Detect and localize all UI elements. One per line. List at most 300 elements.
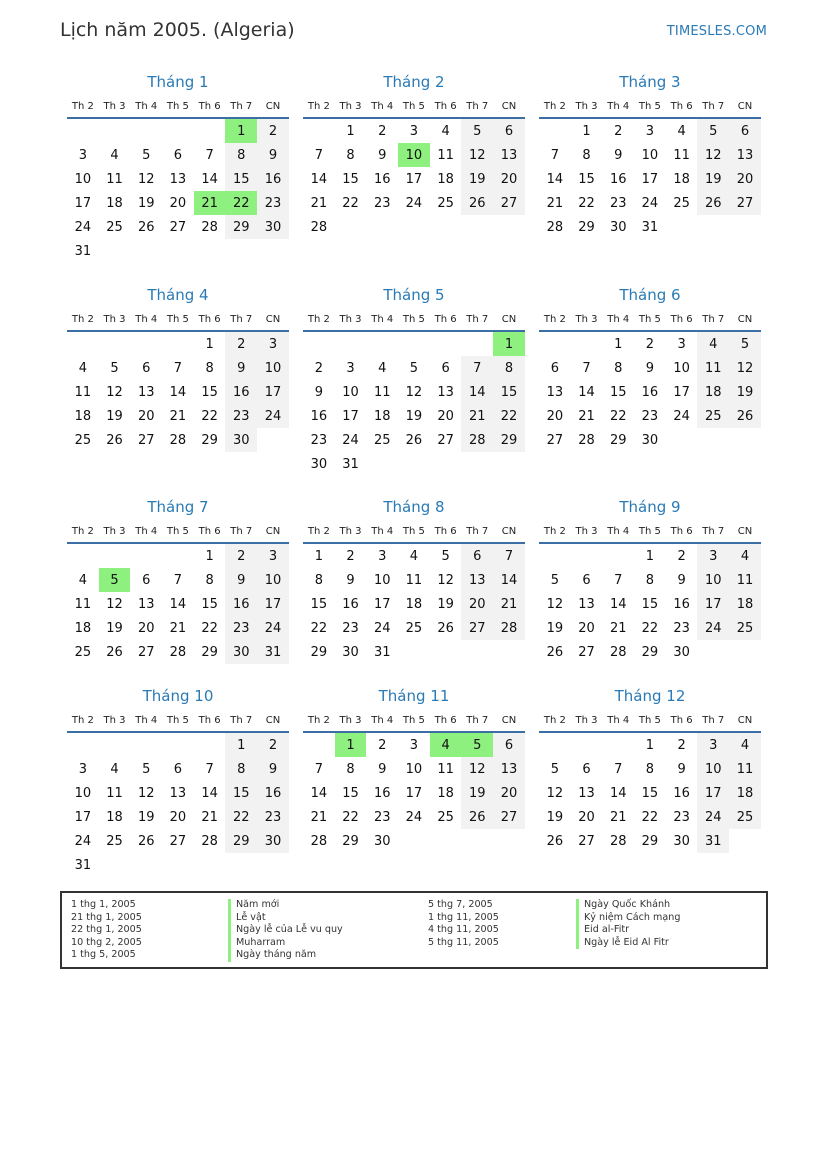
- day-cell: 5: [729, 332, 761, 356]
- empty-cell: [335, 332, 367, 356]
- day-cell: 8: [645, 761, 655, 777]
- day-cell: 27: [169, 219, 187, 235]
- weekday-label: Th 7: [702, 525, 725, 537]
- day-cell: 3: [697, 544, 729, 568]
- day-cell: 18: [437, 171, 454, 187]
- weekday-label: Th 5: [402, 525, 425, 537]
- weekday-label: Th 6: [434, 714, 457, 726]
- day-cell: 2: [225, 332, 257, 356]
- day-cell: 4: [697, 332, 729, 356]
- day-grid: [303, 119, 525, 239]
- day-cell: 14: [169, 596, 187, 612]
- day-cell: 9: [645, 360, 655, 376]
- day-cell: 13: [461, 568, 493, 592]
- day-cell: 1: [346, 123, 355, 139]
- day-cell: 16: [310, 408, 328, 424]
- weekday-label: Th 5: [402, 714, 425, 726]
- day-cell: 29: [310, 644, 328, 660]
- day-cell: 23: [257, 191, 289, 215]
- day-cell: 18: [106, 809, 123, 825]
- day-cell: 30: [641, 432, 659, 448]
- empty-cell: [162, 544, 194, 568]
- day-cell: 8: [346, 147, 355, 163]
- day-cell: 7: [614, 572, 623, 588]
- day-cell: 17: [697, 592, 729, 616]
- weekday-label: Th 3: [575, 714, 598, 726]
- day-cell: 21: [609, 809, 627, 825]
- day-cell: 11: [673, 147, 690, 163]
- day-cell: 29: [225, 829, 257, 853]
- month-block: [303, 496, 525, 664]
- day-cell: 23: [342, 620, 359, 636]
- day-cell: 30: [225, 428, 257, 452]
- weekday-label: Th 2: [543, 714, 566, 726]
- day-cell: 17: [342, 408, 359, 424]
- day-cell: 17: [405, 785, 423, 801]
- weekday-label: Th 5: [638, 714, 661, 726]
- day-cell: 14: [609, 785, 627, 801]
- day-cell: 16: [673, 785, 690, 801]
- day-cell: 18: [437, 785, 454, 801]
- day-cell: 8: [582, 147, 591, 163]
- day-cell: 7: [314, 761, 323, 777]
- day-cell: 26: [106, 432, 123, 448]
- weekday-label: Th 7: [466, 100, 489, 112]
- month-name: Tháng 2: [383, 73, 445, 91]
- day-cell: 24: [74, 833, 92, 849]
- weekday-label: Th 6: [198, 100, 221, 112]
- day-cell: 11: [405, 572, 423, 588]
- month-name: Tháng 6: [619, 286, 681, 304]
- weekday-label: CN: [265, 714, 281, 726]
- day-cell: 5: [550, 761, 559, 777]
- legend-date: 21 thg 1, 2005: [71, 911, 142, 923]
- empty-cell: [539, 733, 571, 757]
- holiday-day-cell: 4: [430, 733, 462, 757]
- month-block: [539, 284, 761, 452]
- weekday-label: CN: [737, 313, 753, 325]
- weekday-label: Th 7: [230, 100, 253, 112]
- holiday-day-cell: 1: [225, 119, 257, 143]
- day-cell: 2: [346, 548, 355, 564]
- legend-holiday-name: Ngày lễ Eid Al Fitr: [576, 937, 680, 950]
- day-cell: 9: [225, 356, 257, 380]
- empty-cell: [67, 544, 99, 568]
- day-cell: 28: [609, 833, 627, 849]
- day-cell: 29: [342, 833, 359, 849]
- day-cell: 3: [378, 548, 387, 564]
- day-cell: 12: [697, 143, 729, 167]
- day-cell: 15: [609, 384, 627, 400]
- day-cell: 18: [697, 380, 729, 404]
- day-cell: 10: [697, 568, 729, 592]
- day-cell: 22: [493, 404, 525, 428]
- weekday-label: Th 5: [402, 313, 425, 325]
- day-cell: 23: [225, 404, 257, 428]
- day-cell: 25: [74, 644, 92, 660]
- day-cell: 14: [310, 171, 328, 187]
- legend-date: 22 thg 1, 2005: [71, 924, 142, 935]
- weekday-label: Th 6: [670, 525, 693, 537]
- day-cell: 2: [677, 737, 686, 753]
- weekday-header: [67, 520, 289, 544]
- weekday-label: Th 2: [71, 525, 94, 537]
- empty-cell: [571, 544, 603, 568]
- day-cell: 23: [257, 805, 289, 829]
- weekday-label: Th 7: [702, 313, 725, 325]
- day-cell: 17: [373, 596, 391, 612]
- month-block: [539, 685, 761, 853]
- day-cell: 29: [493, 428, 525, 452]
- day-cell: 17: [74, 809, 92, 825]
- legend-holiday-name: Eid al-Fitr: [576, 924, 680, 937]
- day-cell: 6: [729, 119, 761, 143]
- legend-holiday-name: Ngày tháng năm: [228, 949, 343, 962]
- day-cell: 21: [578, 408, 595, 424]
- day-cell: 6: [461, 544, 493, 568]
- day-cell: 11: [437, 761, 454, 777]
- weekday-label: Th 2: [307, 525, 330, 537]
- day-cell: 11: [373, 384, 391, 400]
- day-cell: 4: [110, 761, 119, 777]
- day-cell: 13: [437, 384, 454, 400]
- day-cell: 25: [373, 432, 391, 448]
- day-cell: 24: [697, 616, 729, 640]
- weekday-label: CN: [501, 100, 517, 112]
- weekday-label: Th 6: [670, 313, 693, 325]
- empty-cell: [67, 119, 99, 143]
- day-cell: 29: [578, 219, 595, 235]
- weekday-label: Th 5: [638, 100, 661, 112]
- day-cell: 30: [609, 219, 627, 235]
- day-cell: 22: [201, 620, 218, 636]
- day-cell: 4: [110, 147, 119, 163]
- day-cell: 20: [578, 620, 595, 636]
- day-cell: 3: [257, 332, 289, 356]
- day-cell: 13: [169, 785, 187, 801]
- day-cell: 2: [257, 733, 289, 757]
- day-cell: 23: [673, 620, 690, 636]
- day-cell: 2: [225, 544, 257, 568]
- day-cell: 25: [729, 616, 761, 640]
- day-cell: 25: [106, 833, 123, 849]
- day-cell: 28: [461, 428, 493, 452]
- day-cell: 24: [673, 408, 690, 424]
- day-cell: 3: [697, 733, 729, 757]
- day-cell: 10: [342, 384, 359, 400]
- day-cell: 5: [441, 548, 450, 564]
- day-cell: 15: [225, 167, 257, 191]
- day-cell: 9: [378, 761, 387, 777]
- empty-cell: [130, 332, 162, 356]
- day-cell: 31: [74, 243, 92, 259]
- day-cell: 24: [405, 195, 423, 211]
- weekday-label: Th 6: [434, 313, 457, 325]
- page-title: Lịch năm 2005. (Algeria): [60, 19, 295, 41]
- day-cell: 25: [106, 219, 123, 235]
- month-block: [303, 71, 525, 239]
- day-cell: 25: [437, 195, 454, 211]
- weekday-header: [539, 520, 761, 544]
- empty-cell: [194, 119, 226, 143]
- empty-cell: [303, 332, 335, 356]
- day-cell: 21: [310, 809, 328, 825]
- empty-cell: [130, 733, 162, 757]
- day-cell: 9: [346, 572, 355, 588]
- day-cell: 4: [677, 123, 686, 139]
- day-cell: 3: [409, 123, 419, 139]
- month-name: Tháng 1: [147, 73, 209, 91]
- holiday-day-cell: 1: [493, 332, 525, 356]
- day-cell: 25: [437, 809, 454, 825]
- empty-cell: [539, 332, 571, 356]
- day-cell: 9: [257, 757, 289, 781]
- day-cell: 11: [697, 356, 729, 380]
- day-cell: 31: [373, 644, 391, 660]
- weekday-header: [539, 308, 761, 332]
- weekday-label: Th 4: [607, 100, 630, 112]
- day-cell: 4: [378, 360, 387, 376]
- day-cell: 21: [310, 195, 328, 211]
- weekday-label: Th 7: [230, 525, 253, 537]
- day-cell: 27: [493, 805, 525, 829]
- day-cell: 21: [201, 809, 218, 825]
- day-cell: 13: [493, 143, 525, 167]
- day-cell: 16: [225, 380, 257, 404]
- weekday-label: Th 6: [670, 714, 693, 726]
- day-cell: 12: [546, 785, 564, 801]
- day-cell: 25: [729, 805, 761, 829]
- day-cell: 22: [201, 408, 218, 424]
- day-cell: 2: [257, 119, 289, 143]
- day-cell: 22: [225, 805, 257, 829]
- day-cell: 17: [673, 384, 690, 400]
- day-cell: 3: [677, 336, 686, 352]
- day-cell: 31: [257, 640, 289, 664]
- day-cell: 8: [205, 360, 214, 376]
- day-cell: 14: [546, 171, 564, 187]
- weekday-label: Th 5: [638, 313, 661, 325]
- day-cell: 27: [137, 432, 155, 448]
- day-cell: 28: [169, 644, 187, 660]
- day-cell: 19: [729, 380, 761, 404]
- month-block: [303, 685, 525, 853]
- month-name: Tháng 7: [147, 498, 209, 516]
- day-cell: 11: [74, 596, 92, 612]
- day-cell: 10: [673, 360, 690, 376]
- day-cell: 15: [342, 785, 359, 801]
- day-cell: 14: [310, 785, 328, 801]
- day-cell: 26: [437, 620, 454, 636]
- weekday-label: Th 2: [71, 313, 94, 325]
- day-cell: 20: [137, 408, 155, 424]
- weekday-label: Th 3: [575, 100, 598, 112]
- day-cell: 5: [142, 147, 151, 163]
- day-cell: 7: [314, 147, 323, 163]
- weekday-label: Th 3: [339, 313, 362, 325]
- empty-cell: [99, 544, 131, 568]
- legend-holiday-name: Lễ vật: [228, 912, 343, 925]
- weekday-label: Th 4: [607, 313, 630, 325]
- month-block: [67, 685, 289, 877]
- day-cell: 4: [441, 123, 450, 139]
- day-cell: 5: [110, 360, 119, 376]
- empty-cell: [571, 332, 603, 356]
- empty-cell: [461, 332, 493, 356]
- empty-cell: [99, 119, 131, 143]
- day-cell: 20: [169, 195, 187, 211]
- day-cell: 1: [205, 548, 214, 564]
- day-cell: 7: [205, 761, 214, 777]
- day-cell: 14: [493, 568, 525, 592]
- weekday-label: Th 4: [607, 525, 630, 537]
- day-cell: 31: [74, 857, 92, 873]
- empty-cell: [398, 332, 430, 356]
- day-cell: 13: [493, 757, 525, 781]
- day-cell: 20: [729, 167, 761, 191]
- weekday-label: CN: [501, 714, 517, 726]
- day-cell: 30: [225, 640, 257, 664]
- weekday-label: Th 2: [307, 714, 330, 726]
- day-cell: 16: [609, 171, 627, 187]
- day-cell: 6: [173, 761, 183, 777]
- day-cell: 9: [614, 147, 623, 163]
- weekday-label: Th 6: [670, 100, 693, 112]
- day-cell: 4: [78, 572, 87, 588]
- day-cell: 23: [373, 809, 391, 825]
- empty-cell: [430, 332, 462, 356]
- holiday-day-cell: 21: [194, 191, 226, 215]
- day-cell: 30: [673, 644, 690, 660]
- weekday-header: [303, 709, 525, 733]
- day-cell: 20: [493, 781, 525, 805]
- day-cell: 29: [609, 432, 627, 448]
- day-cell: 5: [550, 572, 559, 588]
- day-cell: 1: [582, 123, 591, 139]
- day-cell: 19: [137, 809, 155, 825]
- weekday-label: Th 7: [466, 313, 489, 325]
- day-cell: 26: [546, 644, 564, 660]
- weekday-label: Th 6: [434, 525, 457, 537]
- day-cell: 25: [673, 195, 690, 211]
- day-cell: 19: [546, 620, 564, 636]
- day-cell: 24: [405, 809, 423, 825]
- day-cell: 6: [493, 119, 525, 143]
- day-cell: 28: [546, 219, 564, 235]
- day-cell: 14: [169, 384, 187, 400]
- site-link[interactable]: TIMESLES.COM: [666, 24, 767, 39]
- day-cell: 28: [201, 219, 218, 235]
- day-cell: 20: [169, 809, 187, 825]
- day-cell: 8: [493, 356, 525, 380]
- day-cell: 8: [614, 360, 623, 376]
- day-cell: 24: [697, 805, 729, 829]
- day-cell: 21: [169, 408, 187, 424]
- day-cell: 5: [409, 360, 419, 376]
- weekday-label: Th 4: [135, 313, 158, 325]
- day-cell: 14: [201, 171, 218, 187]
- day-cell: 28: [169, 432, 187, 448]
- day-cell: 27: [169, 833, 187, 849]
- day-cell: 6: [582, 761, 591, 777]
- weekday-header: [303, 308, 525, 332]
- holiday-day-cell: 5: [99, 568, 131, 592]
- empty-cell: [99, 332, 131, 356]
- day-cell: 22: [641, 809, 659, 825]
- day-cell: 30: [257, 829, 289, 853]
- day-cell: 15: [201, 384, 218, 400]
- day-cell: 4: [729, 733, 761, 757]
- day-cell: 5: [461, 119, 493, 143]
- day-cell: 26: [546, 833, 564, 849]
- day-cell: 13: [578, 785, 595, 801]
- day-cell: 18: [373, 408, 391, 424]
- day-grid: [539, 119, 761, 239]
- weekday-label: CN: [265, 100, 281, 112]
- day-cell: 30: [257, 215, 289, 239]
- weekday-header: [67, 709, 289, 733]
- day-cell: 18: [74, 620, 92, 636]
- day-cell: 2: [314, 360, 323, 376]
- day-cell: 4: [409, 548, 419, 564]
- weekday-label: Th 5: [166, 313, 189, 325]
- day-cell: 28: [310, 219, 328, 235]
- day-cell: 18: [729, 592, 761, 616]
- day-cell: 1: [614, 336, 623, 352]
- legend-date: 1 thg 5, 2005: [71, 949, 136, 960]
- day-cell: 30: [373, 833, 391, 849]
- day-cell: 15: [578, 171, 595, 187]
- day-cell: 27: [137, 644, 155, 660]
- day-cell: 18: [405, 596, 423, 612]
- day-cell: 16: [342, 596, 359, 612]
- day-cell: 3: [78, 147, 87, 163]
- day-cell: 7: [550, 147, 559, 163]
- day-cell: 10: [405, 761, 423, 777]
- day-cell: 20: [493, 167, 525, 191]
- day-cell: 8: [205, 572, 214, 588]
- day-cell: 2: [378, 123, 387, 139]
- day-cell: 9: [314, 384, 323, 400]
- day-cell: 15: [641, 785, 659, 801]
- weekday-label: Th 4: [135, 714, 158, 726]
- legend-date: 5 thg 7, 2005: [428, 899, 493, 910]
- day-cell: 26: [106, 644, 123, 660]
- day-cell: 7: [461, 356, 493, 380]
- day-cell: 16: [225, 592, 257, 616]
- day-cell: 15: [201, 596, 218, 612]
- day-cell: 20: [437, 408, 454, 424]
- day-cell: 1: [314, 548, 323, 564]
- month-block: [67, 71, 289, 263]
- day-cell: 14: [201, 785, 218, 801]
- day-grid: [67, 544, 289, 664]
- day-cell: 11: [729, 568, 761, 592]
- day-cell: 29: [225, 215, 257, 239]
- weekday-label: Th 7: [466, 714, 489, 726]
- day-cell: 13: [546, 384, 564, 400]
- day-cell: 12: [405, 384, 423, 400]
- day-cell: 23: [609, 195, 627, 211]
- day-cell: 7: [493, 544, 525, 568]
- weekday-label: Th 4: [371, 714, 394, 726]
- weekday-label: Th 4: [371, 100, 394, 112]
- day-cell: 24: [257, 616, 289, 640]
- day-cell: 8: [645, 572, 655, 588]
- day-cell: 12: [461, 757, 493, 781]
- day-cell: 27: [437, 432, 454, 448]
- day-cell: 13: [729, 143, 761, 167]
